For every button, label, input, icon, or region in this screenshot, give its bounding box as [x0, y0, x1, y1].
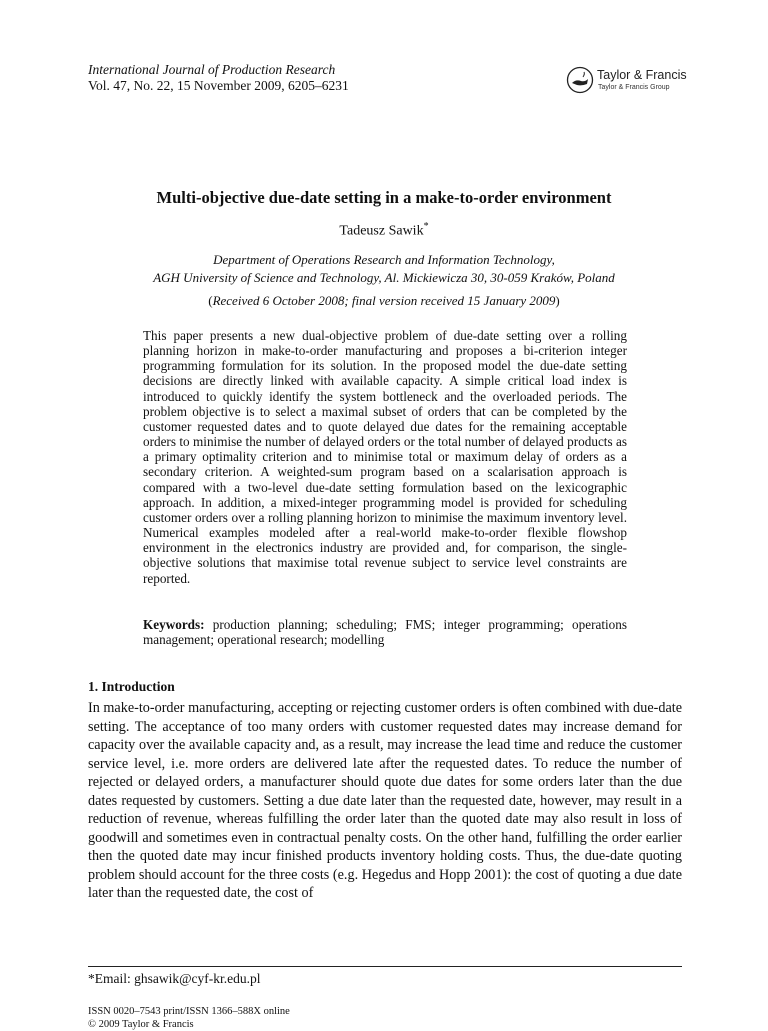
received-dates: [0, 292, 768, 310]
affiliation-line-1: Department of Operations Research and Information Technology,: [213, 252, 555, 267]
author-name: Tadeusz Sawik: [339, 223, 424, 239]
keywords: [143, 617, 627, 647]
received-open-paren: (: [208, 293, 213, 308]
affiliation-line-2: AGH University of Science and Technology, Al. Mickiewicza 30, 30-059 Kraków, Poland: [153, 270, 615, 285]
volume-info: Vol. 47, No. 22, 15 November 2009, 6205–6231: [88, 78, 349, 93]
abstract: This paper presents a new dual-objective problem of due-date setting over a rolling planning horizon in make-to-order manufacturing and proposes a bi-criterion integer programming formulation for its solution. In the proposed model the due-date setting decisions are directly linked with available capacity. A simple critical load index is introduced to quickly identify the system bottleneck and the overloaded periods. The problem objective is to select a maximal subset of orders that can be completed by the customer requested dates and to quote delayed due dates for the remaining acceptable orders to minimise the number of delayed orders or the total number of delayed products as a primary optimality criterion and to minimise total or maximum delay of orders as a secondary criterion. A weighted-sum program based on a scalarisation approach is compared with a two-level due-date setting formulation based on the lexicographic approach. In addition, a mixed-integer programming model is provided for scheduling customer orders over a rolling planning horizon to minimise the maximum inventory level. Numerical examples modeled after a real-world make-to-order flexible flowshop environment in the electronics industry are provided and, for comparison, the single-objective solutions that maximise total revenue subject to service level constraints are reported.: [143, 328, 627, 586]
copyright: © 2009 Taylor & Francis: [88, 1019, 194, 1030]
keywords-label: Keywords:: [143, 617, 205, 632]
journal-name: International Journal of Production Research: [88, 62, 336, 77]
footnote-divider: [88, 966, 682, 967]
keywords-list: production planning; scheduling; FMS; integer programming; operations management; operational research; modelling: [143, 617, 627, 648]
publisher-name: Taylor & Francis: [597, 68, 687, 82]
received-close-paren: ): [555, 293, 560, 308]
received-text: Received 6 October 2008; final version received 15 January 2009: [212, 293, 556, 308]
footnote-email: *Email: ghsawik@cyf-kr.edu.pl: [88, 971, 261, 986]
section-heading: 1. Introduction: [88, 679, 175, 694]
publisher-logo: [566, 64, 686, 96]
section-body: In make-to-order manufacturing, accepting or rejecting customer orders is often combined with due-date setting. The acceptance of too many orders with customer requested dates may increase demand for capacity over the available capacity and, as a result, may increase the lead time and reduce the customer service level, i.e. more orders are delivered late after the requested dates. To reduce the number of rejected or delayed orders, a manufacturer should quote due dates for some orders later than the due dates requested by customers. Setting a due date later than the requested date, however, may result in a reduction of revenue, whereas fulfilling the order later than the quoted date may also result in loss of goodwill and sometimes even in contractual penalty costs. On the other hand, fulfilling the order earlier then the quoted date may incur finished products inventory holding costs. Thus, the due-date quoting problem should account for the three costs (e.g. Hegedus and Hopp 2001): the cost of quoting a due date later than the requested date, the cost of: [88, 700, 682, 901]
article-title: Multi-objective due-date setting in a make-to-order environment: [156, 188, 612, 207]
publisher-lamp-icon: [566, 66, 594, 94]
publisher-group: Taylor & Francis Group: [598, 84, 670, 91]
affiliation: [0, 251, 768, 287]
author: [0, 218, 768, 241]
author-footnote-mark: *: [423, 221, 429, 232]
issn: ISSN 0020–7543 print/ISSN 1366–588X online: [88, 1006, 290, 1017]
